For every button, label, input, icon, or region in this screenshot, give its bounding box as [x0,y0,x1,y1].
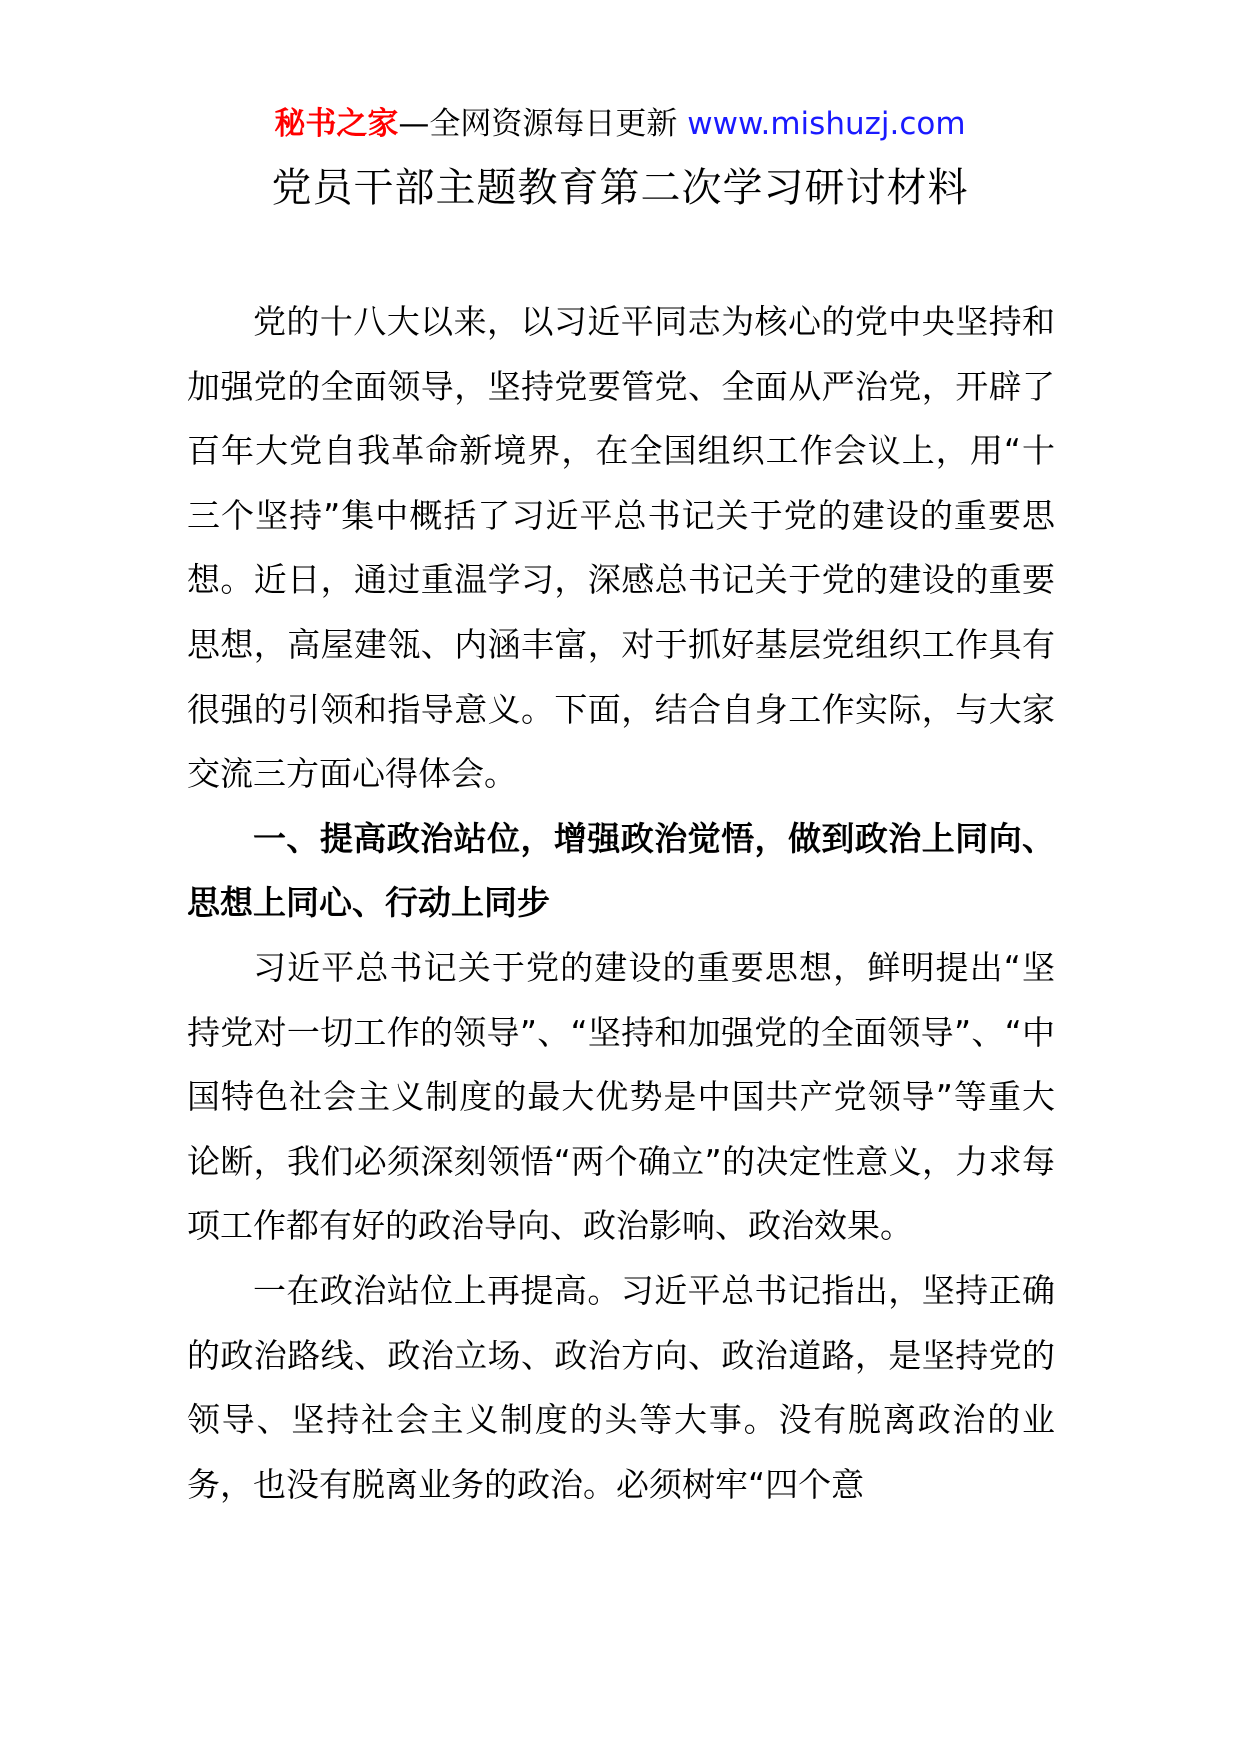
intro-paragraph: 党的十八大以来，以习近平同志为核心的党中央坚持和加强党的全面领导，坚持党要管党、全面从严治党，开辟了百年大党自我革命新境界，在全国组织工作会议上，用“十三个坚持”集中概括了习近平总书记关于党的建设的重要思想。近日，通过重温学习，深感总书记关于党的建设的重要思想，高屋建瓴、内涵丰富，对于抓好基层党组织工作具有很强的引领和指导意义。下面，结合自身工作实际，与大家交流三方面心得体会。 [187,302,1055,794]
site-url-link[interactable]: www.mishuzj.com [687,106,966,142]
site-tagline: —全网资源每日更新 [398,106,678,142]
section-heading-1: 一、提高政治站位，增强政治觉悟，做到政治上同向、思想上同心、行动上同步 [187,818,1055,923]
document-title: 党员干部主题教育第二次学习研讨材料 [271,165,969,211]
body-paragraph: 习近平总书记关于党的建设的重要思想，鲜明提出“坚持党对一切工作的领导”、“坚持和加强党的全面领导”、“中国特色社会主义制度的最大优势是中国共产党领导”等重大论断，我们必须深刻领悟“两个确立”的决定性意义，力求每项工作都有好的政治导向、政治影响、政治效果。 [187,947,1055,1246]
site-header [0,100,1240,148]
site-brand: 秘书之家 [274,106,399,142]
body-paragraph: 一在政治站位上再提高。习近平总书记指出，坚持正确的政治路线、政治立场、政治方向、政治道路，是坚持党的领导、坚持社会主义制度的头等大事。没有脱离政治的业务，也没有脱离业务的政治。必须树牢“四个意 [187,1270,1055,1504]
document-body [187,290,1055,1517]
